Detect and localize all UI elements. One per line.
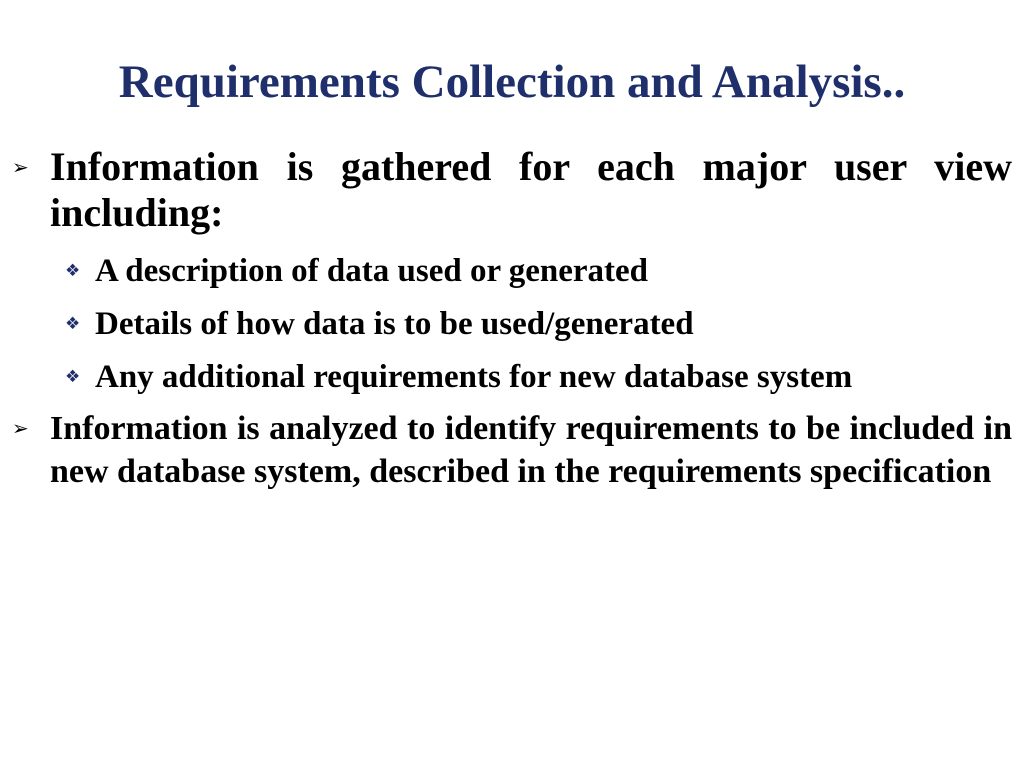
diamond-bullet-icon: ❖ (65, 314, 81, 334)
bullet-item-1 (12, 144, 1012, 236)
diamond-bullet-icon: ❖ (65, 261, 81, 281)
sub-bullet-text: Any additional requirements for new database system (95, 359, 853, 395)
sub-bullet-item-2 (65, 304, 1015, 344)
slide-title: Requirements Collection and Analysis.. (118, 56, 906, 108)
arrow-bullet-icon: ➢ (12, 416, 29, 440)
sub-bullet-text: A description of data used or generated (95, 253, 649, 289)
sub-bullet-item-3 (65, 357, 1015, 397)
bullet-text: Information is gathered for each major user view including: (50, 144, 1012, 235)
diamond-bullet-icon: ❖ (65, 367, 81, 387)
bullet-item-2 (12, 407, 1012, 493)
arrow-bullet-icon: ➢ (12, 155, 29, 179)
sub-bullet-text: Details of how data is to be used/generated (95, 306, 694, 342)
sub-bullet-item-1 (65, 251, 1015, 291)
bullet-text: Information is analyzed to identify requirements to be included in new database system, described in the requirements specification (50, 410, 1012, 490)
